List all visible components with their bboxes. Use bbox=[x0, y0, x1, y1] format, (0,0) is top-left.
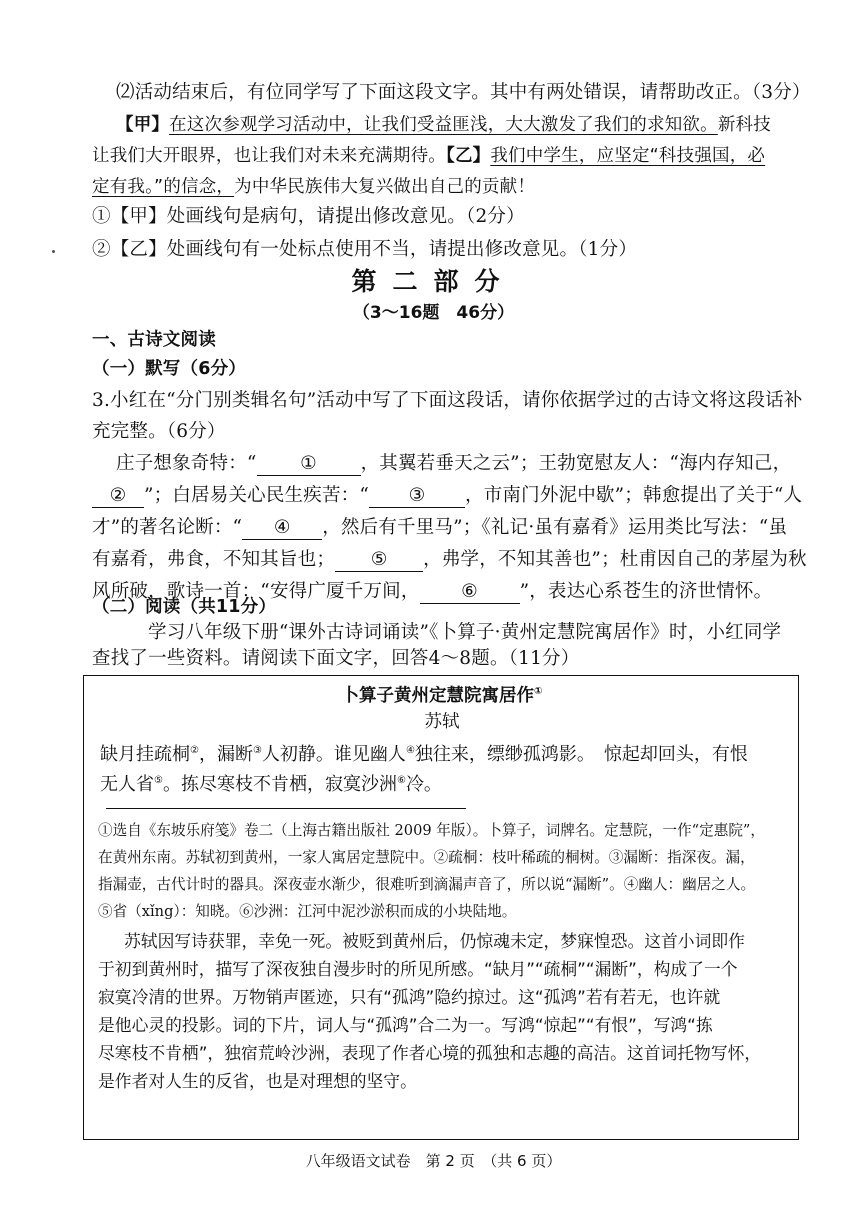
q2-sub-1: ①【甲】处画线句是病句，请提出修改意见。（2分） bbox=[92, 206, 525, 227]
poem-text: 无人省 bbox=[100, 774, 154, 795]
footnote-mark: ③ bbox=[252, 745, 262, 756]
intro-line-2: 查找了一些资料。请阅读下面文字，回答4～8题。（11分） bbox=[92, 648, 580, 669]
blank-2[interactable]: ② bbox=[92, 485, 144, 508]
q3-text: ”；白居易关心民生疾苦：“ bbox=[144, 485, 370, 506]
poem-text: ，漏断 bbox=[198, 744, 253, 765]
part-title: 第二部分 bbox=[351, 267, 516, 296]
essay-line-2: 于初到黄州时，描写了深夜独自漫步时的所见所感。“缺月”“疏桐”“漏断”，构成了一个 bbox=[98, 959, 738, 979]
footnote-mark: ④ bbox=[405, 745, 415, 756]
jia-underlined-sentence: 在这次参观学习活动中，让我们受益匪浅，大大激发了我们的求知欲。 bbox=[169, 115, 718, 135]
essay-line-6: 是作者对人生的反省，也是对理想的坚守。 bbox=[98, 1071, 417, 1091]
poem-text: 缺月挂疏桐 bbox=[100, 744, 190, 765]
footnote-mark: ② bbox=[190, 745, 199, 756]
q3-line-2: 充完整。（6分） bbox=[92, 421, 226, 442]
q3-text: 风所破，歌诗一首：“安得广厦千万间， bbox=[92, 581, 420, 602]
note-line-2: 在黄州东南。苏轼初到黄州，一家人寓居定慧院中。②疏桐：枝叶稀疏的桐树。③漏断：指深夜。漏， bbox=[98, 849, 755, 866]
q3-text: 才”的著名论断：“ bbox=[92, 517, 243, 538]
blank-6[interactable]: ⑥ bbox=[420, 581, 520, 604]
q2-paragraph-line-3 bbox=[92, 172, 782, 202]
reading-material-box bbox=[83, 675, 799, 1140]
essay-line-3: 寂寞冷清的世界。万物销声匿迹，只有“孤鸿”隐约掠过。这“孤鸿”若有若无，也许就 bbox=[98, 987, 721, 1007]
q3-line-1: 3.小红在“分门别类辑名句”活动中写了下面这段话，请你依据学过的古诗文将这段话补 bbox=[92, 390, 803, 411]
q2-prompt: ⑵活动结束后，有位同学写了下面这段文字。其中有两处错误，请帮助改正。（3分） bbox=[116, 82, 811, 103]
q3-text: 有嘉肴，弗食，不知其旨也； bbox=[92, 549, 336, 570]
poem-text: 独往来，缥缈孤鸿影。 惊起却回头，有恨 bbox=[414, 744, 748, 765]
q3-fill-line-1 bbox=[116, 449, 806, 479]
q2-text: 为中华民族伟大复兴做出自己的贡献！ bbox=[234, 177, 536, 197]
poem-title-text: 卜算子黄州定慧院寓居作 bbox=[341, 686, 535, 706]
q3-text: ，其翼若垂天之云”；王勃宽慰友人：“海内存知己， bbox=[360, 453, 792, 474]
note-line-1: ①选自《东坡乐府笺》卷二（上海古籍出版社 2009 年版）。卜算子，词牌名。定慧院，一作“定惠院”， bbox=[98, 822, 765, 839]
mark-yi: 【乙】 bbox=[446, 146, 491, 166]
essay-line-1: 苏轼因写诗获罪，幸免一死。被贬到黄州后，仍惊魂未定，梦寐惶恐。这首小词即作 bbox=[124, 931, 745, 951]
blank-4[interactable]: ④ bbox=[242, 517, 322, 540]
scan-speck bbox=[52, 250, 55, 253]
q3-text: ”，表达心系苍生的济世情怀。 bbox=[519, 581, 773, 602]
poem-line-1 bbox=[100, 736, 780, 770]
q3-fill-line-2 bbox=[92, 481, 803, 511]
intro-line-1: 学习八年级下册“课外古诗词诵读”《卜算子·黄州定慧院寓居作》时，小红同学 bbox=[148, 622, 782, 643]
blank-3[interactable]: ③ bbox=[369, 485, 465, 508]
q3-fill-line-3 bbox=[92, 513, 788, 543]
note-line-4: ⑤省（xǐng）：知晓。⑥沙洲：江河中泥沙淤积而成的小块陆地。 bbox=[98, 903, 517, 920]
poem-line-2 bbox=[100, 766, 780, 800]
blank-1[interactable]: ① bbox=[257, 453, 361, 476]
q3-text: ，市南门外泥中歇”；韩愈提出了关于“人 bbox=[465, 485, 803, 506]
yi-underlined-sentence-cont: 定有我。”的信念， bbox=[92, 177, 235, 197]
poem-text: 冷。 bbox=[405, 774, 442, 795]
footnote-mark: ① bbox=[534, 686, 543, 698]
section-title: 一、古诗文阅读 bbox=[92, 330, 216, 350]
part-range: （3～16题 46分） bbox=[352, 303, 515, 323]
q2-paragraph-line-2 bbox=[92, 141, 782, 171]
subsection-reading: （二）阅读（共11分） bbox=[92, 597, 277, 617]
note-line-3: 指漏壶，古代计时的器具。深夜壶水渐少，很难听到滴漏声音了，所以说“漏断”。④幽人：幽居之人。 bbox=[98, 876, 756, 893]
q3-text: 庄子想象奇特：“ bbox=[116, 453, 257, 474]
poem-title bbox=[84, 682, 800, 707]
essay-line-4: 是他心灵的投影。词的下片，词人与“孤鸿”合二为一。写鸿“惊起”“有恨”，写鸿“拣 bbox=[98, 1015, 713, 1035]
q2-text: 让我们大开眼界，也让我们对未来充满期待。 bbox=[92, 146, 446, 166]
blank-5[interactable]: ⑤ bbox=[335, 549, 423, 572]
page-footer: 八年级语文试卷 第 2 页 （共 6 页） bbox=[305, 1152, 562, 1170]
poem-text: 人初静。谁见幽人 bbox=[261, 744, 406, 765]
essay-line-5: 尽寒枝不肯栖”，独宿荒岭沙洲，表现了作者心境的孤独和志趣的高洁。这首词托物写怀， bbox=[98, 1043, 762, 1063]
q2-paragraph-line-1 bbox=[116, 110, 806, 140]
footnote-mark: ⑤ bbox=[154, 775, 163, 786]
subsection-dictation: （一）默写（6分） bbox=[92, 359, 246, 379]
notes-separator bbox=[106, 808, 466, 809]
poem-author: 苏轼 bbox=[424, 712, 460, 732]
mark-jia: 【甲】 bbox=[116, 115, 170, 135]
yi-underlined-sentence: 我们中学生，应坚定“科技强国，必 bbox=[490, 146, 766, 166]
q2-sub-2: ②【乙】处画线句有一处标点使用不当，请提出修改意见。（1分） bbox=[92, 239, 638, 260]
q3-text: ，弗学，不知其善也”；杜甫因自己的茅屋为秋 bbox=[423, 549, 807, 570]
q3-text: ，然后有千里马”；《礼记·虽有嘉肴》运用类比写法：“虽 bbox=[322, 517, 788, 538]
poem-text: 。拣尽寒枝不肯栖，寂寞沙洲 bbox=[162, 774, 397, 795]
q2-text: 新科技 bbox=[717, 115, 771, 135]
q3-fill-line-4 bbox=[92, 545, 807, 575]
footnote-mark: ⑥ bbox=[396, 775, 406, 786]
